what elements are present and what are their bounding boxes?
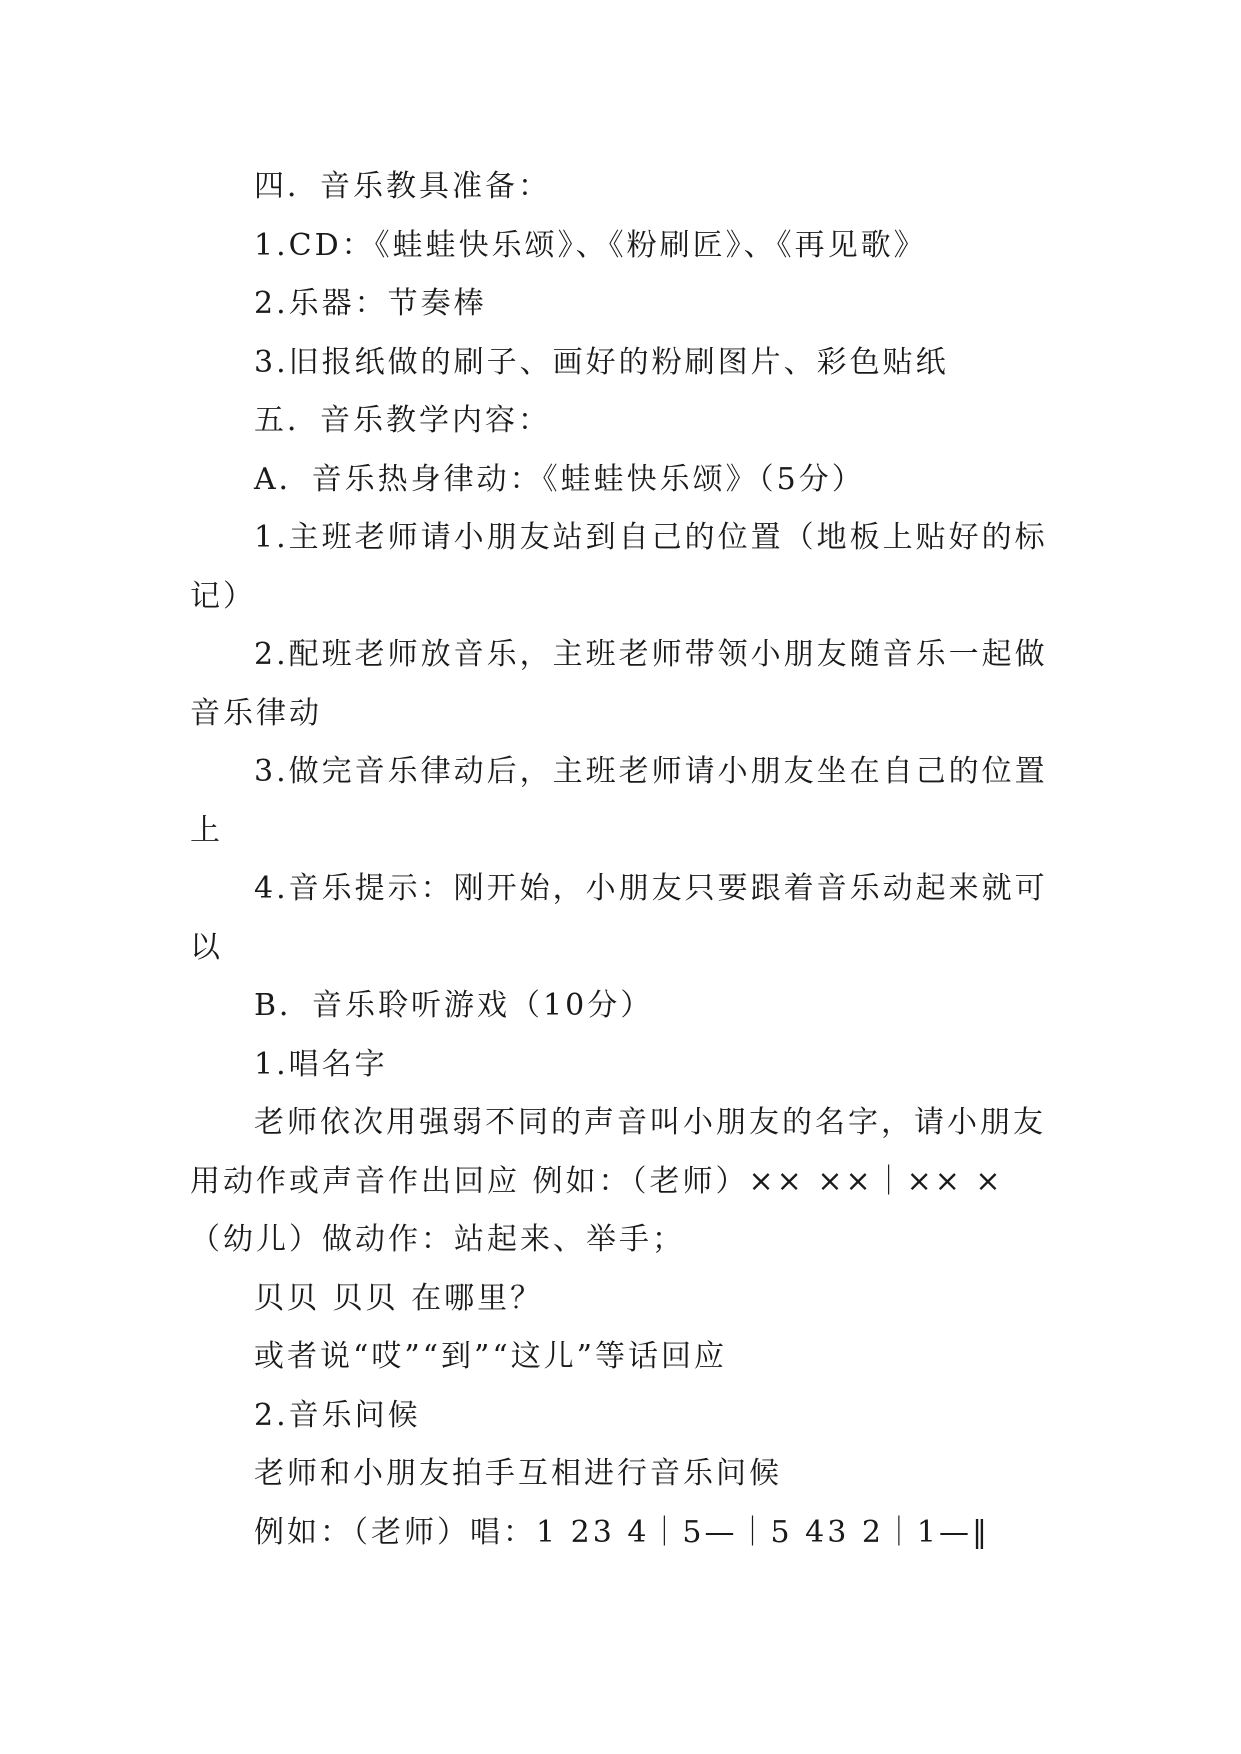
list-item-sing-names: 1.唱名字 <box>254 1046 388 1082</box>
list-item-music-greeting: 2.音乐问候 <box>254 1397 421 1433</box>
document-body <box>190 158 1050 1562</box>
subsection-heading-warmup: A．音乐热身律动：《蛙蛙快乐颂》（5分） <box>254 461 865 497</box>
list-item-warmup-1: 1.主班老师请小朋友站到自己的位置（地板上贴好的标记） <box>190 520 1048 614</box>
list-item-instrument: 2.乐器：节奏棒 <box>254 286 487 321</box>
list-item-warmup-2: 2.配班老师放音乐，主班老师带领小朋友随音乐一起做音乐律动 <box>190 637 1048 731</box>
paragraph-reply-words: 或者说“哎”“到”“这儿”等话回应 <box>254 1339 728 1374</box>
list-item-materials: 3.旧报纸做的刷子、画好的粉刷图片、彩色贴纸 <box>254 344 949 380</box>
subsection-heading-listening-game: B．音乐聆听游戏（10分） <box>254 988 654 1023</box>
paragraph-greeting-desc: 老师和小朋友拍手互相进行音乐问候 <box>254 1456 782 1491</box>
list-item-warmup-4: 4.音乐提示：刚开始，小朋友只要跟着音乐动起来就可以 <box>190 871 1048 965</box>
section-heading-teaching-content: 五．音乐教学内容： <box>254 403 551 438</box>
section-heading-teaching-aids: 四．音乐教具准备： <box>254 169 551 204</box>
paragraph-where-is-beibei: 贝贝 贝贝 在哪里？ <box>254 1280 544 1316</box>
list-item-cd: 1.CD：《蛙蛙快乐颂》、《粉刷匠》、《再见歌》 <box>254 227 927 263</box>
paragraph-sing-names-desc: 老师依次用强弱不同的声音叫小朋友的名字，请小朋友用动作或声音作出回应 例如：（老师）×× ××｜×× ×（幼儿）做动作：站起来、举手； <box>190 1105 1046 1257</box>
paragraph-greeting-example: 例如：（老师）唱：1 23 4｜5—｜5 43 2｜1—‖ <box>254 1514 991 1550</box>
list-item-warmup-3: 3.做完音乐律动后，主班老师请小朋友坐在自己的位置上 <box>190 754 1048 848</box>
